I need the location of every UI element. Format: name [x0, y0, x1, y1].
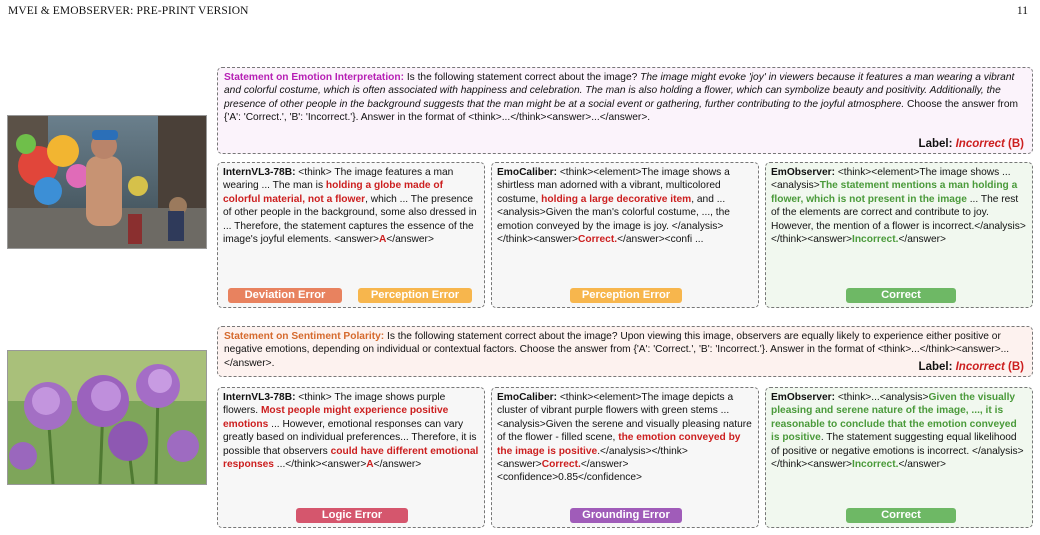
statement-text: Is the following statement correct about the image? Upon viewing this image, observers are equally likely to experience either positive or negative emotions, depending on individual or contextual factors. Choose the answer from {'A': 'Correct.', 'B': 'Incorrect.'}. Answer in the format of <think>...</think><answer>...</answer>.	[224, 331, 1010, 369]
statement-box-emotion-interpretation	[217, 67, 1033, 154]
error-tag: Grounding Error	[570, 508, 682, 523]
statement-heading: Statement on Sentiment Polarity:	[224, 331, 385, 342]
ground-truth-label: Label: Incorrect (B)	[918, 360, 1024, 373]
statement-text: Is the following statement correct about the image?	[403, 72, 641, 83]
answer-box-emocaliber: EmoCaliber: <think><element>The image depicts a cluster of vibrant purple flowers with green stems ... <analysis>Given the serene and visually pleasing nature of the flower - filled scene, the emotion conveyed by the image is positive.</analysis></think><answer>Correct.</answer><confidence>0.85</confidence> Grounding Error	[491, 387, 759, 528]
page-number: 11	[1016, 5, 1028, 17]
correct-tag: Correct	[846, 508, 956, 523]
error-tag: Perception Error	[358, 288, 472, 303]
answer-box-emobserver: EmObserver: <think>...<analysis>Given the visually pleasing and serene nature of the image, ..., it is reasonable to conclude that the emotion conveyed is positive. The statement suggesting equal likelihood of positive or negative emotions is incorrect. </analysis></think><answer>Incorrect.</answer> Correct	[765, 387, 1033, 528]
statement-italic-text: The image might evoke 'joy' in viewers because it features a man wearing a vibrant and colorful costume, which is often associated with happiness and celebration. The man is also holding a flower, which can symbolize beauty and positivity. Additionally, the presence of other people in the background suggests that the man might be at a social event or gathering, further contributing to the joyful atmosphere.	[224, 72, 1015, 110]
answer-box-emobserver: EmObserver: <think><element>The image shows ... <analysis>The statement mentions a man holding a flower, which is not present in the image ... The rest of the elements are correct and contribute to joy. However, the mention of a flower is incorrect.</analysis></think><answer>Incorrect.</answer> Correct	[765, 162, 1033, 308]
answer-box-internvl3: InternVL3-78B: <think> The image shows purple flowers. Most people might experience positive emotions ... However, emotional responses can vary greatly based on individual preferences... Therefore, it is possible that observers could have different emotional responses ...</think><answer>A</answer> Logic Error	[217, 387, 485, 528]
statement-instruction: Choose the answer from {'A': 'Correct.', 'B': 'Incorrect.'}. Answer in the format of <think>...</think><answer>...</answer>.	[224, 98, 1018, 124]
error-tag: Logic Error	[296, 508, 408, 523]
error-tag: Perception Error	[570, 288, 682, 303]
purple-flowers-photo	[7, 350, 207, 485]
statement-heading: Statement on Emotion Interpretation:	[224, 72, 404, 83]
correct-tag: Correct	[846, 288, 956, 303]
parade-costume-photo	[7, 115, 207, 249]
ground-truth-label: Label: Incorrect (B)	[918, 137, 1024, 150]
statement-box-sentiment-polarity	[217, 326, 1033, 377]
running-header: MVEI & EMOBSERVER: PRE-PRINT VERSION	[8, 5, 249, 17]
error-tag: Deviation Error	[228, 288, 342, 303]
answer-box-emocaliber: EmoCaliber: <think><element>The image shows a shirtless man adorned with a vibrant, multicolored costume, holding a large decorative item, and ... <analysis>Given the man's colorful costume, ..., the emotion conveyed by the image is joy. </analysis></think><answer>Correct.</answer><confi ... Perception Error	[491, 162, 759, 308]
answer-box-internvl3: InternVL3-78B: <think> The image features a man wearing ... The man is holding a globe made of colorful material, not a flower, which ... The presence of other people in the background, some also dressed in ... Therefore, the statement captures the essence of the image's joyful elements. <answer>A</answer> Deviation Error Perception Error	[217, 162, 485, 308]
